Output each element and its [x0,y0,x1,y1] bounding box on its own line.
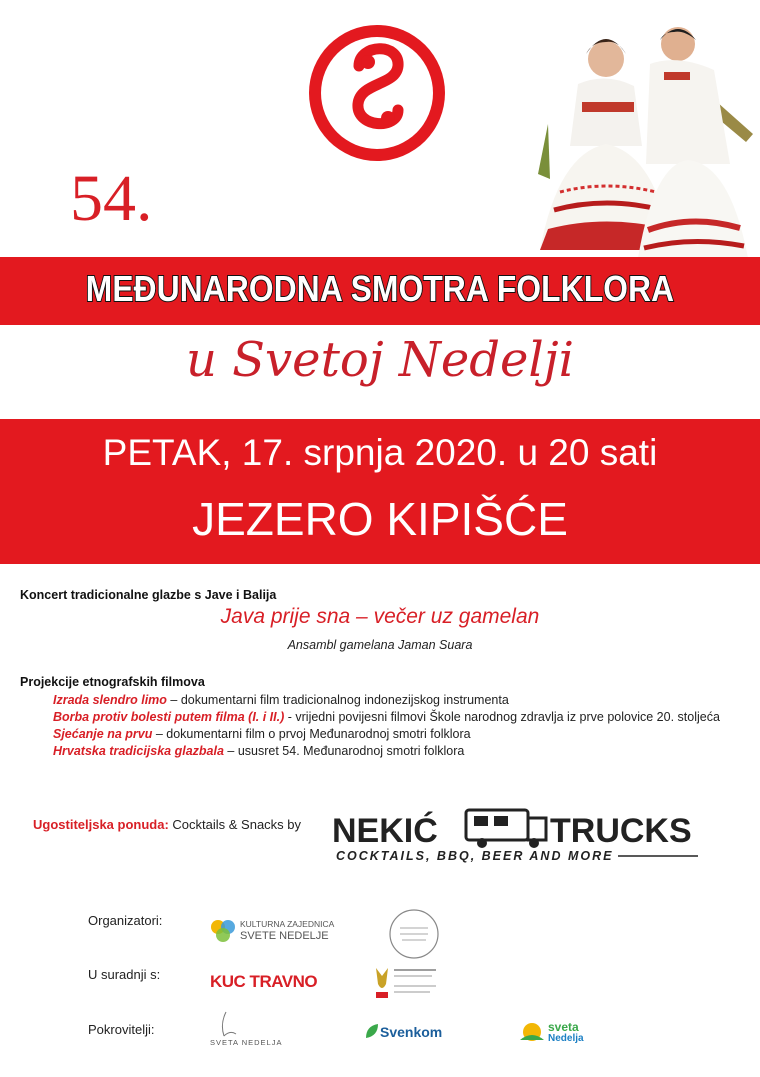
films-heading: Projekcije etnografskih filmova [20,675,205,689]
film-item [53,709,720,726]
edition-number: 54. [70,162,153,235]
catering-line [33,817,301,832]
film-title: Izrada slendro limo [53,693,167,707]
event-title: MEĐUNARODNA SMOTRA FOLKLORA [85,268,675,309]
film-item [53,726,720,743]
cooperation-label: U suradnji s: [88,967,161,982]
catering-text: Cocktails & Snacks by [168,817,302,832]
film-description: – ususret 54. Međunarodnoj smotri folklora [223,744,465,758]
folk-dancers-image [478,14,760,260]
film-title: Hrvatska tradicijska glazbala [53,744,224,758]
catering-label: Ugostiteljska ponuda: [33,817,169,832]
svenkom-logo: Svenkom [380,1024,443,1040]
concert-ensemble: Ansambl gamelana Jaman Suara [287,638,473,652]
trucks-logo-name: NEKIĆ [332,812,438,850]
sveta-nedelja-logo-line2: Nedelja [548,1033,584,1044]
film-title: Sjećanje na prvu [53,727,153,741]
organizers-label: Organizatori: [88,913,163,928]
sveta-nedelja-logo-line1: sveta [548,1020,579,1034]
film-description: - vrijedni povijesni filmovi Škole narodnog zdravlja iz prve polovice 20. stoljeća [284,710,720,724]
kuc-travno-logo: KUC TRAVNO [210,972,318,991]
nekic-trucks-logo [318,796,718,880]
film-title: Borba protiv bolesti putem filma (I. i II.) [53,710,285,724]
food-truck-icon [466,810,546,848]
kzsn-emblem-icon [208,915,238,945]
sponsors-label: Pokrovitelji: [88,1022,155,1037]
film-item [53,692,720,709]
event-date-time: PETAK, 17. srpnja 2020. u 20 sati [102,432,658,473]
trucks-logo-name-2: TRUCKS [550,812,692,850]
concert-title: Java prije sna – večer uz gamelan [220,605,540,628]
cultural-center-seal-icon [388,908,440,960]
event-venue: JEZERO KIPIŠĆE [192,493,568,545]
embassy-emblem-icon [362,962,442,1008]
film-description: – dokumentarni film tradicionalnog indonezijskog instrumenta [166,693,509,707]
film-description: – dokumentarni film o prvoj Međunarodnoj smotri folklora [152,727,471,741]
film-list [53,692,720,760]
city-logo-text: SVETA NEDELJA [210,1038,283,1047]
festival-logo [302,18,452,168]
kzsn-logo-line1: KULTURNA ZAJEDNICA [240,919,335,929]
sveta-nedelja-sun-icon [518,1020,546,1044]
svenkom-leaf-icon [364,1022,380,1040]
film-item [53,743,720,760]
trucks-logo-tagline: COCKTAILS, BBQ, BEER AND MORE [336,849,614,863]
kzsn-logo-line2: SVETE NEDELJE [240,930,329,942]
concert-heading: Koncert tradicionalne glazbe s Jave i Balija [20,588,277,602]
event-subtitle: u Svetoj Nedelji [185,332,575,388]
